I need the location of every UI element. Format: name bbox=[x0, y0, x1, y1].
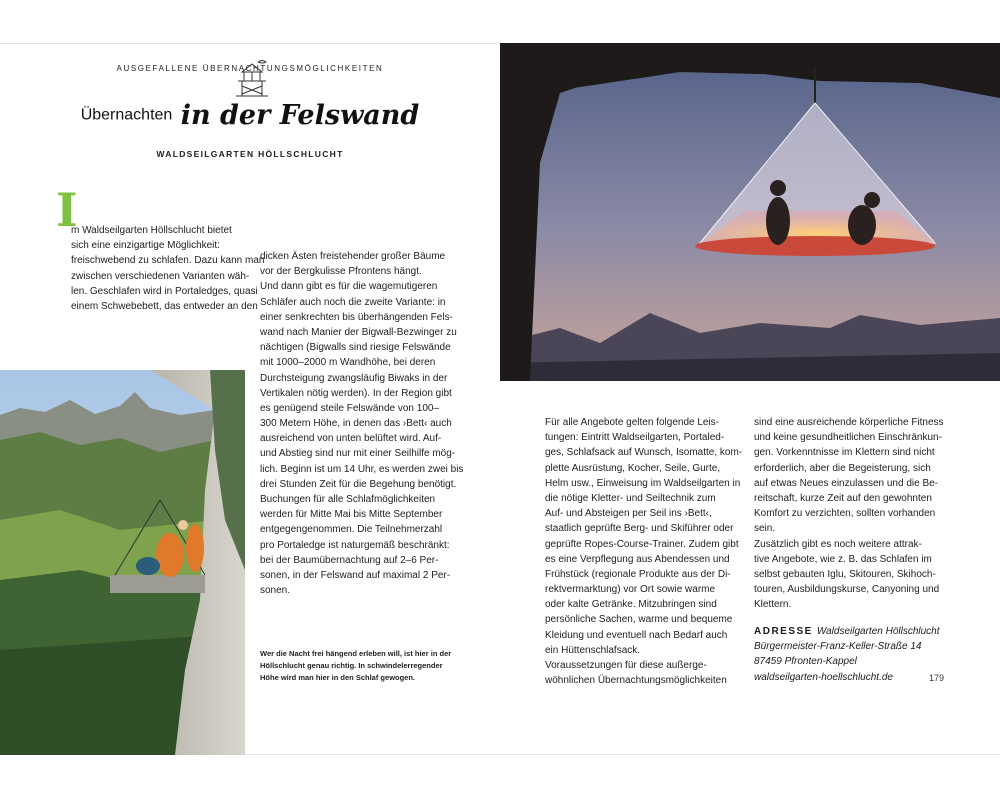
photo-caption bbox=[260, 648, 451, 684]
text-line: es genügend steile Felswände von 100– bbox=[260, 402, 440, 414]
text-line: drei Stunden Zeit für die Begehung benötigt. bbox=[260, 478, 457, 490]
caption-line: Höhe wird man hier in den Schlaf gewogen. bbox=[260, 673, 416, 682]
section-kicker: AUSGEFALLENE ÜBERNACHTUNGSMÖGLICHKEITEN bbox=[116, 64, 384, 73]
text-line: reitschaft, kurze Zeit auf den gewohnten bbox=[754, 492, 932, 504]
text-line: werden für Mitte Mai bis Mitte September bbox=[260, 509, 443, 521]
text-line: oder kalte Getränke. Mitzubringen sind bbox=[545, 599, 717, 611]
text-line: Helm usw., Einweisung im Waldseilgarten in bbox=[545, 477, 741, 489]
text-line: dicken Ästen freistehender großer Bäume bbox=[260, 251, 446, 262]
caption-line: Wer die Nacht frei hängend erleben will, ist hier in der bbox=[260, 649, 452, 658]
text-line: einer senkrechten bis überhängenden Fels- bbox=[260, 311, 453, 323]
text-line: Durchsteigung zwangsläufig Biwaks in der bbox=[260, 372, 448, 384]
text-line: ausreichend von unten belüftet wird. Auf- bbox=[260, 433, 442, 445]
text-line: Und dann gibt es für die wagemutigeren bbox=[260, 281, 438, 293]
address-name: Waldseilgarten Höllschlucht bbox=[816, 626, 940, 637]
text-line: sein. bbox=[754, 523, 776, 535]
text-line: Voraussetzungen für diese außerge- bbox=[545, 660, 707, 671]
address-block bbox=[754, 624, 940, 685]
portaledge-cliff-photo bbox=[0, 370, 245, 755]
page-subtitle: WALDSEILGARTEN HÖLLSCHLUCHT bbox=[156, 149, 344, 159]
text-line: und keine gesundheitlichen Einschränkun- bbox=[754, 432, 942, 444]
text-line: touren, Ausbildungskurse, Canyoning und bbox=[754, 584, 940, 596]
text-line: ein Hüttenschlafsack. bbox=[545, 644, 641, 656]
title-plain: Übernachten bbox=[80, 106, 173, 124]
text-line: freischwebend zu schlafen. Dazu kann man bbox=[71, 255, 265, 267]
text-line: auf etwas Neues einzulassen und die Be- bbox=[754, 477, 939, 489]
text-line: Kleidung und eventuell nach Bedarf auch bbox=[545, 629, 728, 641]
hanging-tent-photo bbox=[500, 43, 1000, 381]
text-line: Frühstück (regionale Produkte aus der Di- bbox=[545, 568, 731, 580]
text-line: sich eine einzigartige Möglichkeit: bbox=[71, 240, 220, 252]
text-line: es eine Verpflegung aus Abendessen und bbox=[545, 553, 730, 565]
text-line: Zusätzlich gibt es noch weitere attrak- bbox=[754, 538, 922, 550]
text-line: m Waldseilgarten Höllschlucht bietet bbox=[71, 225, 232, 236]
text-line: nächtigen (Bigwalls sind riesige Felswände bbox=[260, 342, 451, 354]
text-line: tungen: Eintritt Waldseilgarten, Portaled- bbox=[545, 432, 725, 444]
text-line: 300 Metern Höhe, in denen das ›Bett‹ auch bbox=[260, 418, 452, 430]
text-line: sonen. bbox=[260, 585, 291, 597]
text-line: staatlich geprüfte Berg- und Skiführer oder bbox=[545, 523, 734, 535]
text-line: wand nach Manier der Bigwall-Bezwinger zu bbox=[260, 326, 457, 338]
text-line: plette Ausrüstung, Kocher, Seile, Gurte, bbox=[545, 462, 721, 474]
page-title bbox=[0, 100, 500, 131]
caption-line: Höllschlucht genau richtig. In schwindelerregender bbox=[260, 661, 443, 670]
text-line: vor der Bergkulisse Pfrontens hängt. bbox=[260, 266, 422, 278]
text-line: zwischen verschiedenen Varianten wäh- bbox=[71, 270, 250, 282]
text-line: Auf- und Absteigen per Seil ins ›Bett‹, bbox=[545, 508, 712, 520]
text-line: Für alle Angebote gelten folgende Leis- bbox=[545, 417, 720, 428]
text-line: erforderlich, aber die Begeisterung, sich bbox=[754, 462, 931, 474]
title-script: in der Felswand bbox=[180, 100, 420, 131]
text-line: wöhnlichen Übernachtungsmöglichkeiten bbox=[545, 675, 727, 687]
text-column-1 bbox=[71, 223, 264, 314]
text-line: mit 1000–2000 m Wandhöhe, bei deren bbox=[260, 357, 436, 369]
text-line: ges, Schlafsack auf Wunsch, Isomatte, kom- bbox=[545, 447, 743, 459]
text-line: Schläfer auch noch die zweite Variante: in bbox=[260, 296, 446, 308]
text-line: gen. Vorkenntnisse im Klettern sind nicht bbox=[754, 447, 935, 459]
text-line: len. Geschlafen wird in Portaledges, quasi bbox=[71, 285, 258, 297]
text-line: bei der Baumübernachtung auf 2–6 Per- bbox=[260, 554, 439, 566]
text-line: persönliche Sachen, warme und bequeme bbox=[545, 614, 733, 626]
address-city: 87459 Pfronten-Kappel bbox=[754, 656, 857, 668]
text-line: einem Schwebebett, das entweder an den bbox=[71, 300, 258, 312]
text-column-2 bbox=[260, 249, 463, 598]
text-line: die nötige Kletter- und Seiltechnik zum bbox=[545, 492, 716, 504]
drop-cap: I bbox=[56, 183, 78, 237]
address-street: Bürgermeister-Franz-Keller-Straße 14 bbox=[754, 641, 922, 653]
text-line: geprüfte Ropes-Course-Trainer. Zudem gibt bbox=[545, 538, 739, 550]
text-column-4 bbox=[754, 415, 944, 612]
text-line: Vertikalen nötig werden). In der Region gibt bbox=[260, 387, 452, 399]
text-line: lich. Beginn ist um 14 Uhr, es werden zwei bis bbox=[260, 463, 464, 475]
text-line: sonen, in der Felswand auf maximal 2 Per- bbox=[260, 569, 451, 581]
page-number: 179 bbox=[929, 673, 945, 683]
address-label: ADRESSE bbox=[754, 626, 813, 637]
text-line: pro Portaledge ist naturgemäß beschränkt: bbox=[260, 539, 450, 551]
text-line: selbst gebauten Iglu, Skitouren, Skihoch- bbox=[754, 568, 936, 580]
text-line: sind eine ausreichende körperliche Fitness bbox=[754, 417, 944, 428]
text-line: entgegengenommen. Die Teilnehmerzahl bbox=[260, 524, 443, 536]
text-column-3 bbox=[545, 415, 742, 688]
text-line: Klettern. bbox=[754, 599, 792, 611]
text-line: und Abstieg sind nur mit einer Seilhilfe mög- bbox=[260, 448, 456, 460]
address-website[interactable]: waldseilgarten-hoellschlucht.de bbox=[754, 671, 893, 683]
text-line: Komfort zu verzichten, sollten vorhanden bbox=[754, 508, 936, 520]
text-line: rektvermarktung) vor Ort sowie warme bbox=[545, 584, 716, 596]
text-line: tive Angebote, wie z. B. das Schlafen im bbox=[754, 553, 932, 565]
text-line: Buchungen für alle Schlafmöglichkeiten bbox=[260, 494, 436, 505]
